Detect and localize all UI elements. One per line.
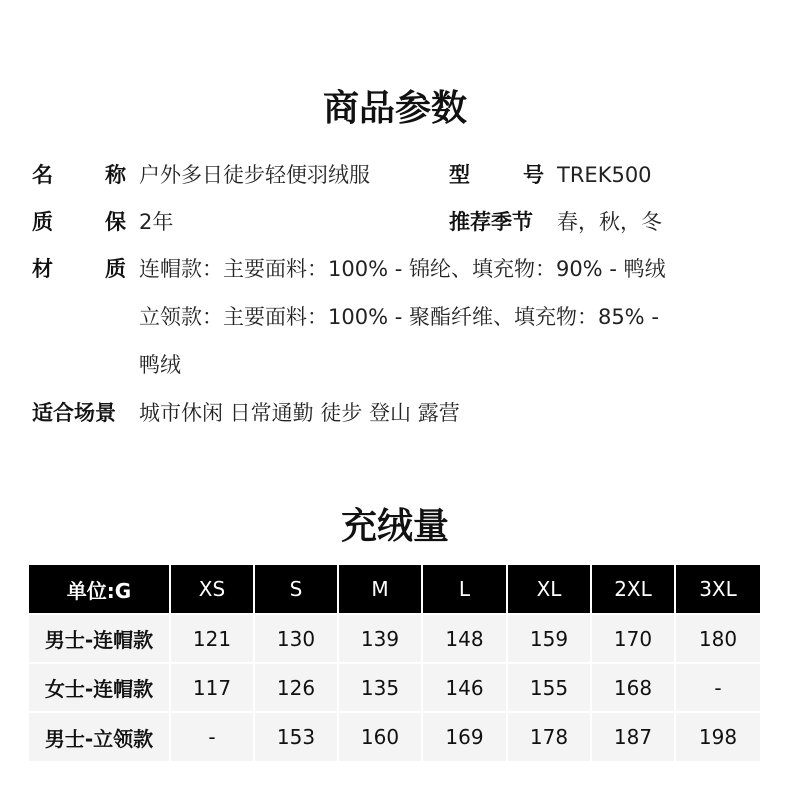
name-label-char-2: 称 [105, 163, 126, 187]
table-row [29, 712, 760, 761]
table-row [29, 614, 760, 663]
unit-header: 单位:G [29, 565, 170, 614]
warranty-label-char-1: 质 [32, 210, 53, 234]
table-cell: 187 [591, 712, 675, 761]
param-row-name [0, 160, 790, 190]
table-cell: 153 [254, 712, 338, 761]
model-label-char-1: 型 [449, 163, 470, 187]
table-row [29, 663, 760, 712]
name-value: 户外多日徒步轻便羽绒服 [139, 163, 370, 187]
warranty-value: 2年 [139, 210, 174, 234]
size-header-m: M [338, 565, 422, 614]
row-label: 男士-立领款 [29, 712, 170, 761]
material-line-standcollar: 立领款：主要面料：100% - 聚酯纤维、填充物：85% - [139, 305, 659, 329]
params-title: 商品参数 [322, 88, 467, 129]
name-label-char-1: 名 [32, 163, 53, 187]
material-label-char-1: 材 [32, 257, 53, 281]
model-value: TREK500 [557, 163, 652, 187]
table-cell: 159 [507, 614, 591, 663]
size-header-l: L [422, 565, 507, 614]
size-header-xl: XL [507, 565, 591, 614]
table-cell: 168 [591, 663, 675, 712]
season-label: 推荐季节 [449, 210, 533, 234]
table-cell: 117 [170, 663, 254, 712]
material-label-char-2: 质 [105, 257, 126, 281]
param-row-scene [0, 398, 790, 428]
table-cell: 148 [422, 614, 507, 663]
size-header-2xl: 2XL [591, 565, 675, 614]
table-cell: - [675, 663, 760, 712]
table-cell: 126 [254, 663, 338, 712]
table-cell: 130 [254, 614, 338, 663]
param-row-warranty [0, 207, 790, 237]
table-cell: 169 [422, 712, 507, 761]
row-label: 男士-连帽款 [29, 614, 170, 663]
table-cell: 170 [591, 614, 675, 663]
size-header-xs: XS [170, 565, 254, 614]
fill-title: 充绒量 [340, 506, 449, 547]
table-cell: 155 [507, 663, 591, 712]
season-value: 春，秋，冬 [557, 210, 662, 234]
fill-table [29, 565, 760, 761]
fill-table-header-row [29, 565, 760, 614]
material-line-continued: 鸭绒 [139, 353, 181, 377]
table-cell: 160 [338, 712, 422, 761]
table-cell: 178 [507, 712, 591, 761]
table-cell: 146 [422, 663, 507, 712]
table-cell: - [170, 712, 254, 761]
size-header-s: S [254, 565, 338, 614]
table-cell: 180 [675, 614, 760, 663]
table-cell: 139 [338, 614, 422, 663]
row-label: 女士-连帽款 [29, 663, 170, 712]
table-cell: 135 [338, 663, 422, 712]
table-cell: 198 [675, 712, 760, 761]
table-cell: 121 [170, 614, 254, 663]
param-row-material [0, 254, 790, 380]
warranty-label-char-2: 保 [105, 210, 126, 234]
model-label-char-2: 号 [523, 163, 544, 187]
scene-value: 城市休闲 日常通勤 徒步 登山 露营 [139, 401, 460, 425]
material-line-hooded: 连帽款：主要面料：100% - 锦纶、填充物：90% - 鸭绒 [139, 257, 666, 281]
scene-label: 适合场景 [32, 401, 116, 425]
size-header-3xl: 3XL [675, 565, 760, 614]
